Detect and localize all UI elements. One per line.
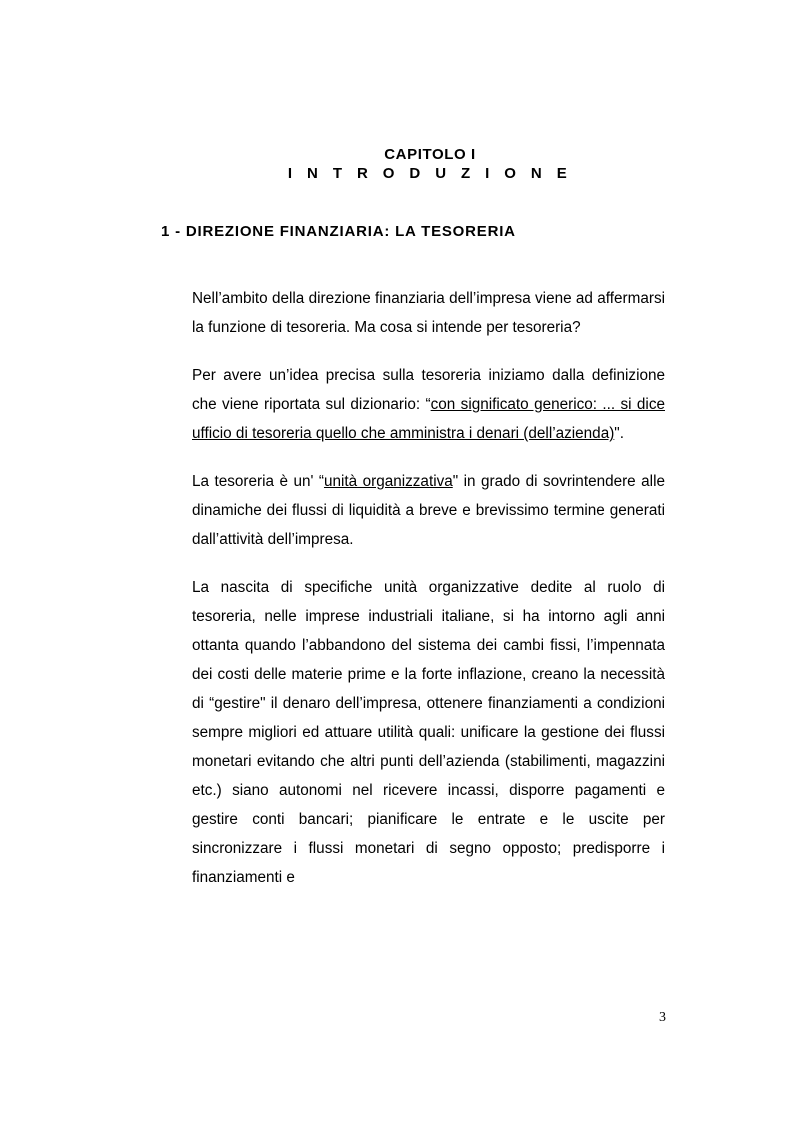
section-heading: 1 - DIREZIONE FINANZIARIA: LA TESORERIA (161, 223, 516, 240)
paragraph-2 (192, 361, 665, 448)
paragraph-3 (192, 467, 665, 554)
paragraph-3-tail: " in grado di sovrintendere alle dinamiche dei flussi di liquidità a breve e brevissimo termine generati dall’attività dell’impresa. (192, 473, 665, 548)
chapter-number: CAPITOLO I (384, 146, 476, 163)
dictionary-definition-quote: con significato generico: ... si dice ufficio di tesoreria quello che amministra i denari (dell’azienda) (192, 396, 665, 442)
page-number: 3 (659, 1010, 666, 1025)
paragraph-2-lead: Per avere un’idea precisa sulla tesoreria iniziamo dalla definizione che viene riportata sul dizionario: “ (192, 367, 665, 413)
paragraph-2-tail: ". (614, 425, 624, 442)
paragraph-1: Nell’ambito della direzione finanziaria dell’impresa viene ad affermarsi la funzione di tesoreria. Ma cosa si intende per tesoreria? (192, 290, 665, 336)
paragraph-4: La nascita di specifiche unità organizzative dedite al ruolo di tesoreria, nelle imprese industriali italiane, si ha intorno agli anni ottanta quando l’abbandono del sistema dei cambi fissi, l’impennata dei costi delle materie prime e la forte inflazione, creano la necessità di “gestire" il denaro dell’impresa, ottenere finanziamenti a condizioni sempre migliori ed attuare utilità quali: unificare la gestione dei flussi monetari evitando che altri punti dell’azienda (stabilimenti, magazzini etc.) siano autonomi nel ricevere incassi, disporre pagamenti e gestire conti bancari; pianificare le entrate e le uscite per sincronizzare i flussi monetari di segno opposto; predisporre i finanziamenti e (192, 579, 665, 886)
body-text (192, 284, 665, 911)
paragraph-3-lead: La tesoreria è un' “ (192, 473, 324, 490)
organizational-unit-term: unità organizzativa (323, 473, 453, 490)
chapter-title: I N T R O D U Z I O N E (287, 165, 573, 182)
